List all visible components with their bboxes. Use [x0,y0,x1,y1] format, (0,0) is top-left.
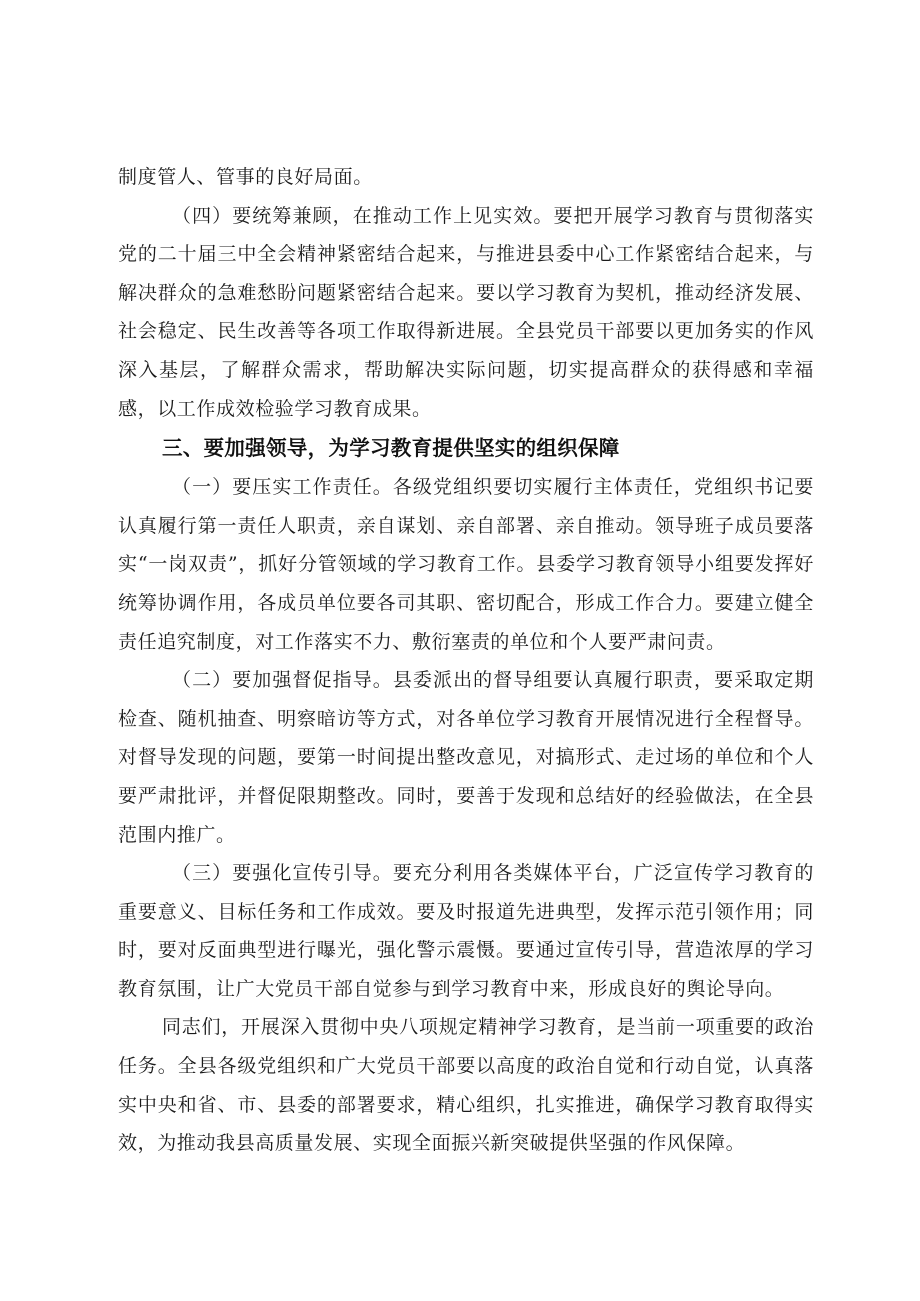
paragraph-item-one: （一）要压实工作责任。各级党组织要切实履行主体责任，党组织书记要认真履行第一责任人职责，亲自谋划、亲自部署、亲自推动。领导班子成员要落实“一岗双责”，抓好分管领域的学习教育工作。县委学习教育领导小组要发挥好统筹协调作用，各成员单位要各司其职、密切配合，形成工作合力。要建立健全责任追究制度，对工作落实不力、敷衍塞责的单位和个人要严肃问责。 [118,476,814,653]
section-heading: 三、要加强领导，为学习教育提供坚实的组织保障 [162,436,620,461]
closing-paragraph: 同志们，开展深入贯彻中央八项规定精神学习教育，是当前一项重要的政治任务。全县各级党组织和广大党员干部要以高度的政治自觉和行动自觉，认真落实中央和省、市、县委的部署要求，精心组织，扎实推进，确保学习教育取得实效，为推动我县高质量发展、实现全面振兴新突破提供坚强的作风保障。 [118,1016,814,1155]
continued-paragraph: 制度管人、管事的良好局面。 [118,166,373,188]
paragraph-item-three: （三）要强化宣传引导。要充分利用各类媒体平台，广泛宣传学习教育的重要意义、目标任务和工作成效。要及时报道先进典型，发挥示范引领作用；同时，要对反面典型进行曝光，强化警示震慑。要通过宣传引导，营造浓厚的学习教育氛围，让广大党员干部自觉参与到学习教育中来，形成良好的舆论导向。 [118,862,814,1000]
paragraph-item-two: （二）要加强督促指导。县委派出的督导组要认真履行职责，要采取定期检查、随机抽查、明察暗访等方式，对各单位学习教育开展情况进行全程督导。对督导发现的问题，要第一时间提出整改意见，对搞形式、走过场的单位和个人要严肃批评，并督促限期整改。同时，要善于发现和总结好的经验做法，在全县范围内推广。 [118,669,814,846]
document-page [118,158,814,1163]
paragraph-item-four: （四）要统筹兼顾，在推动工作上见实效。要把开展学习教育与贯彻落实党的二十届三中全会精神紧密结合起来，与推进县委中心工作紧密结合起来，与解决群众的急难愁盼问题紧密结合起来。要以学习教育为契机，推动经济发展、社会稳定、民生改善等各项工作取得新进展。全县党员干部要以更加务实的作风深入基层，了解群众需求，帮助解决实际问题，切实提高群众的获得感和幸福感，以工作成效检验学习教育成果。 [118,204,814,420]
